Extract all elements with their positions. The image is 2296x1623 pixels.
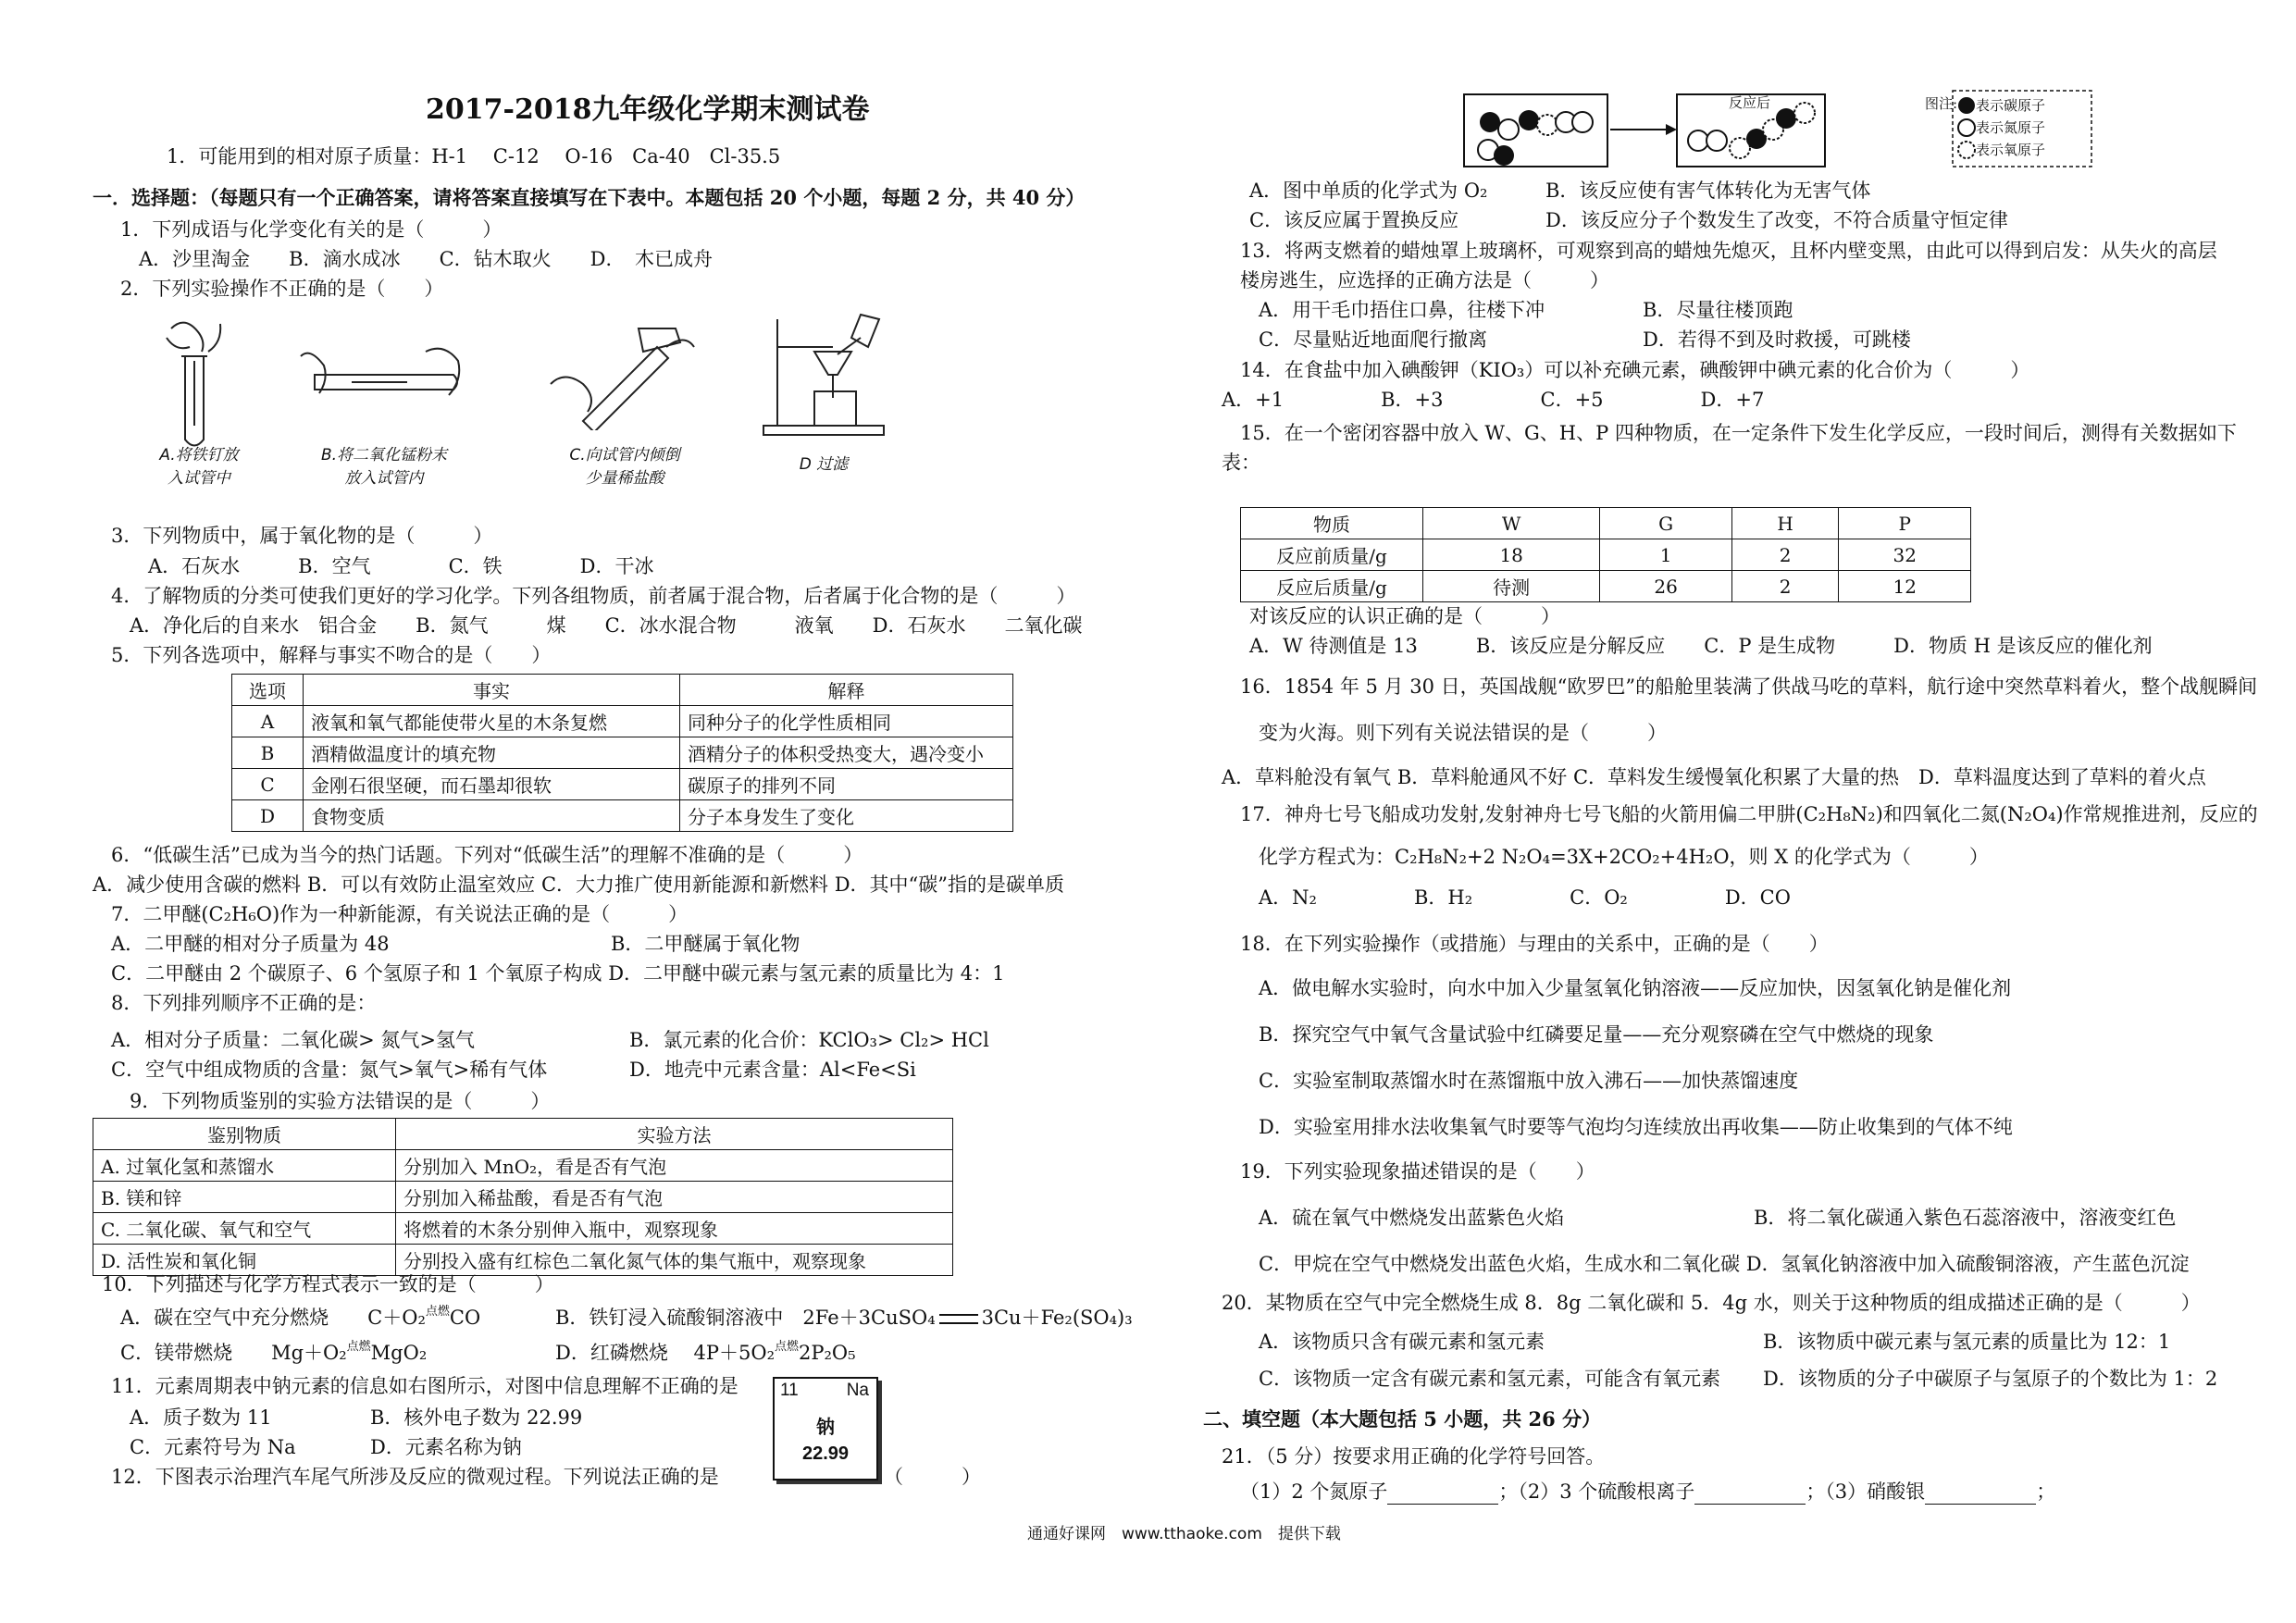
table-cell: 同种分子的化学性质相同 [680, 706, 1013, 737]
sodium-element-cell [773, 1377, 878, 1481]
q1-stem: 1．下列成语与化学变化有关的是（ ） [120, 218, 503, 241]
table-cell: 32 [1839, 539, 1971, 571]
q11-option-c: C．元素符号为 Na [130, 1436, 296, 1458]
q19-options-cd: C．甲烷在空气中燃烧发出蓝色火焰，生成水和二氧化碳 D．氢氧化钠溶液中加入硫酸铜溶液，产生蓝色沉淀 [1259, 1253, 2190, 1275]
q15-options: A．W 待测值是 13 B．该反应是分解反应 C．P 是生成物 D．物质 H 是该反应的催化剂 [1249, 635, 2153, 657]
table-cell: A. 过氧化氢和蒸馏水 [93, 1150, 396, 1182]
reaction-condition: 点燃 [425, 1305, 450, 1319]
q13-stem-line2: 楼房逃生，应选择的正确方法是（ ） [1240, 269, 1609, 291]
q12-option-b: B．该反应使有害气体转化为无害气体 [1545, 180, 1871, 202]
table-row [93, 1182, 953, 1213]
table-cell: 1 [1600, 539, 1732, 571]
legend-nitrogen: 表示氮原子 [1976, 119, 2046, 136]
table-header-row [93, 1119, 953, 1150]
q20-option-c: C．该物质一定含有碳元素和氢元素，可能含有氧元素 [1259, 1368, 1721, 1390]
q3-options: A．石灰水 B．空气 C．铁 D．干冰 [148, 555, 654, 577]
table-cell: 分别加入稀盐酸，看是否有气泡 [396, 1182, 953, 1213]
q10-c-products: MgO₂ [370, 1342, 428, 1364]
q12-option-d: D．该反应分子个数发生了改变，不符合质量守恒定律 [1545, 209, 2008, 231]
reaction-arrow-label: 反应后 [1729, 94, 1771, 111]
q10-d-products: 2P₂O₅ [799, 1342, 856, 1364]
q10-b-products: 3Cu＋Fe₂(SO₄)₃ [981, 1307, 1133, 1329]
table-cell: 酒精做温度计的填充物 [304, 737, 680, 769]
q21-answer-blank-1[interactable] [1387, 1485, 1498, 1505]
q18-option-a: A．做电解水实验时，向水中加入少量氢氧化钠溶液——反应加快，因氢氧化钠是催化剂 [1259, 977, 2012, 999]
q2-caption-b-line1: B.将二氧化锰粉末 [320, 446, 448, 465]
table-row [1241, 539, 1971, 571]
q10-d-reactants: D．红磷燃烧 4P＋5O₂ [555, 1342, 775, 1364]
table-cell: 液氧和氧气都能使带火星的木条复燃 [304, 706, 680, 737]
q2-caption-a-line1: A.将铁钉放 [159, 446, 239, 465]
q17-options: A．N₂ B．H₂ C．O₂ D．CO [1259, 886, 1791, 909]
q2-caption-c-line2: 少量稀盐酸 [585, 469, 664, 488]
q6-stem: 6．“低碳生活”已成为当今的热门话题。下列对“低碳生活”的理解不准确的是（ ） [111, 844, 863, 866]
table-cell: 18 [1423, 539, 1600, 571]
q16-stem-line1: 16．1854 年 5 月 30 日，英国战舰“欧罗巴”的船舱里装满了供战马吃的草料，航行途中突然草料着火，整个战舰瞬间 [1240, 675, 2258, 698]
table-header-cell: 事实 [304, 675, 680, 706]
q7-option-a: A．二甲醚的相对分子质量为 48 [111, 933, 390, 955]
q8-stem: 8．下列排列顺序不正确的是： [111, 992, 377, 1014]
exam-title: 2017-2018九年级化学期末测试卷 [426, 93, 870, 126]
table-header-cell: 物质 [1241, 508, 1423, 539]
q20-option-a: A．该物质只含有碳元素和氢元素 [1259, 1331, 1545, 1353]
experiment-a-figure [148, 315, 241, 453]
q20-option-d: D．该物质的分子中碳原子与氢原子的个数比为 1：2 [1763, 1368, 2218, 1390]
table-header-cell: 实验方法 [396, 1119, 953, 1150]
table-row [1241, 571, 1971, 602]
table-cell: C. 二氧化碳、氧气和空气 [93, 1213, 396, 1245]
q2-caption-c-line1: C.向试管内倾倒 [569, 446, 680, 465]
q13-option-d: D．若得不到及时救援，可跳楼 [1643, 328, 1911, 351]
table-header-cell: G [1600, 508, 1732, 539]
table-cell: 食物变质 [304, 800, 680, 832]
q10-option-a [120, 1305, 480, 1334]
q12-option-a: A．图中单质的化学式为 O₂ [1249, 180, 1488, 202]
q7-options-cd: C．二甲醚由 2 个碳原子、6 个氢原子和 1 个氧原子构成 D．二甲醚中碳元素与氢元素的质量比为 4：1 [111, 962, 1005, 985]
q2-caption-b-line2: 放入试管内 [344, 469, 424, 488]
q18-option-d: D．实验室用排水法收集氧气时要等气泡均匀连续放出再收集——防止收集到的气体不纯 [1259, 1116, 2013, 1138]
q18-option-b: B．探究空气中氧气含量试验中红磷要足量——充分观察磷在空气中燃烧的现象 [1259, 1023, 1934, 1046]
table-cell: C [232, 769, 304, 800]
q12-answer-paren: （ ） [884, 1466, 981, 1488]
q9-table [93, 1118, 953, 1276]
q11-option-d: D．元素名称为钠 [370, 1436, 522, 1458]
q15-question: 对该反应的认识正确的是（ ） [1249, 605, 1560, 627]
table-cell: 12 [1839, 571, 1971, 602]
table-cell: D [232, 800, 304, 832]
q6-options: A．减少使用含碳的燃料 B．可以有效防止温室效应 C．大力推广使用新能源和新燃料 D．其中“碳”指的是碳单质 [93, 873, 1064, 896]
q9-stem: 9．下列物质鉴别的实验方法错误的是（ ） [130, 1090, 551, 1112]
q5-table [231, 674, 1013, 832]
table-row [232, 737, 1013, 769]
atomic-mass: 22.99 [801, 1443, 850, 1464]
q21-end: ； [2036, 1481, 2056, 1503]
q10-stem: 10．下列描述与化学方程式表示一致的是（ ） [102, 1273, 554, 1295]
table-cell: 分别加入 MnO₂，看是否有气泡 [396, 1150, 953, 1182]
table-header-row [232, 675, 1013, 706]
q21-answer-blank-3[interactable] [1925, 1485, 2036, 1505]
table-row [93, 1213, 953, 1245]
q12-stem: 12．下图表示治理汽车尾气所涉及反应的微观过程。下列说法正确的是 [111, 1466, 719, 1488]
footer-source: 通通好课网 www.tthaoke.com 提供下载 [1027, 1525, 1341, 1543]
q12-option-c: C．该反应属于置换反应 [1249, 209, 1459, 231]
q21-part2-label: ；（2）3 个硫酸根离子 [1498, 1481, 1695, 1503]
q8-option-c: C．空气中组成物质的含量：氮气>氧气>稀有气体 [111, 1059, 548, 1081]
q21-stem: 21．（5 分）按要求用正确的化学符号回答。 [1222, 1445, 1606, 1468]
atomic-number: 11 [780, 1381, 799, 1400]
q10-b-reactants: B．铁钉浸入硫酸铜溶液中 2Fe＋3CuSO₄ [555, 1307, 936, 1329]
reaction-condition: 点燃 [346, 1340, 371, 1354]
q21-parts [1240, 1479, 2055, 1505]
table-header-cell: 解释 [680, 675, 1013, 706]
q18-option-c: C．实验室制取蒸馏水时在蒸馏瓶中放入沸石——加快蒸馏速度 [1259, 1070, 1799, 1092]
q8-option-a: A．相对分子质量：二氧化碳> 氮气>氢气 [111, 1029, 476, 1051]
table-row [232, 706, 1013, 737]
table-header-cell: 选项 [232, 675, 304, 706]
table-row [93, 1150, 953, 1182]
q15-stem-line2: 表： [1222, 452, 1260, 474]
q18-stem: 18．在下列实验操作（或措施）与理由的关系中，正确的是（ ） [1240, 933, 1829, 955]
table-header-row [1241, 508, 1971, 539]
table-row [232, 769, 1013, 800]
q20-option-b: B．该物质中碳元素与氢元素的质量比为 12：1 [1763, 1331, 2171, 1353]
table-cell: 分别投入盛有红棕色二氧化氮气体的集气瓶中，观察现象 [396, 1245, 953, 1276]
table-cell: B. 镁和锌 [93, 1182, 396, 1213]
q21-part3-label: ；（3）硝酸银 [1806, 1481, 1926, 1503]
q21-answer-blank-2[interactable] [1694, 1485, 1806, 1505]
element-name: 钠 [816, 1418, 835, 1438]
table-cell: 分子本身发生了变化 [680, 800, 1013, 832]
table-cell: 碳原子的排列不同 [680, 769, 1013, 800]
q19-stem: 19．下列实验现象描述错误的是（ ） [1240, 1160, 1595, 1183]
q20-stem: 20．某物质在空气中完全燃烧生成 8．8g 二氧化碳和 5．4g 水，则关于这种物质的组成描述正确的是（ ） [1222, 1292, 2201, 1314]
table-header-cell: W [1423, 508, 1600, 539]
table-cell: 26 [1600, 571, 1732, 602]
table-cell: A [232, 706, 304, 737]
q16-stem-line2: 变为火海。则下列有关说法错误的是（ ） [1259, 722, 1667, 744]
q10-option-c [120, 1340, 427, 1369]
q2-caption-a-line2: 入试管中 [168, 469, 230, 488]
q11-option-a: A．质子数为 11 [130, 1406, 272, 1429]
q13-stem-line1: 13．将两支燃着的蜡烛罩上玻璃杯，可观察到高的蜡烛先熄灭，且杯内壁变黑，由此可以得到启发：从失火的高层 [1240, 240, 2217, 262]
reaction-condition: 点燃 [775, 1340, 800, 1354]
q14-stem: 14．在食盐中加入碘酸钾（KIO₃）可以补充碘元素，碘酸钾中碘元素的化合价为（ ） [1240, 359, 2030, 381]
table-row [232, 800, 1013, 832]
q14-options: A．+1 B．+3 C．+5 D．+7 [1222, 389, 1765, 411]
q13-option-c: C．尽量贴近地面爬行撤离 [1259, 328, 1488, 351]
q19-option-a: A．硫在氧气中燃烧发出蓝紫色火焰 [1259, 1207, 1565, 1229]
q10-a-reactants: A．碳在空气中充分燃烧 C＋O₂ [120, 1307, 426, 1329]
atomic-mass-note: 1．可能用到的相对原子质量：H-1 C-12 O-16 Ca-40 Cl-35.5 [167, 145, 781, 167]
experiment-c-figure [546, 319, 703, 430]
table-header-cell: H [1731, 508, 1839, 539]
q16-options: A．草料舱没有氧气 B．草料舱通风不好 C．草料发生缓慢氧化积累了大量的热 D．草料温度达到了草料的着火点 [1222, 766, 2206, 788]
table-cell: 2 [1731, 539, 1839, 571]
q7-stem: 7．二甲醚(C₂H₆O)作为一种新能源，有关说法正确的是（ ） [111, 903, 689, 925]
table-cell: 酒精分子的体积受热变大，遇冷变小 [680, 737, 1013, 769]
experiment-b-figure [296, 338, 472, 412]
q19-option-b: B．将二氧化碳通入紫色石蕊溶液中，溶液变红色 [1754, 1207, 2177, 1229]
q3-stem: 3．下列物质中，属于氧化物的是（ ） [111, 525, 493, 547]
element-symbol: Na [846, 1381, 869, 1400]
q8-option-b: B．氯元素的化合价：KClO₃> Cl₂> HCl [629, 1029, 989, 1051]
table-cell: 2 [1731, 571, 1839, 602]
q10-a-products: CO [449, 1307, 481, 1329]
section-2-heading: 二、填空题（本大题包括 5 小题，共 26 分） [1203, 1407, 1602, 1431]
q10-c-reactants: C．镁带燃烧 Mg＋O₂ [120, 1342, 347, 1364]
q15-stem-line1: 15．在一个密闭容器中放入 W、G、H、P 四种物质，在一定条件下发生化学反应，一段时间后，测得有关数据如下 [1240, 422, 2237, 444]
q10-option-b [555, 1305, 1133, 1331]
q10-option-d [555, 1340, 856, 1369]
q13-option-b: B．尽量往楼顶跑 [1643, 299, 1793, 321]
legend-title: 图注: [1925, 95, 1958, 112]
table-header-cell: P [1839, 508, 1971, 539]
experiment-d-figure [759, 310, 888, 440]
q17-stem-line1: 17．神舟七号飞船成功发射,发射神舟七号飞船的火箭用偏二甲肼(C₂H₈N₂)和四氧化二氮(N₂O₄)作常规推进剂，反应的 [1240, 803, 2258, 825]
q2-stem: 2．下列实验操作不正确的是（ ） [120, 278, 444, 300]
q5-stem: 5．下列各选项中，解释与事实不吻合的是（ ） [111, 644, 552, 666]
q15-table [1240, 507, 1971, 602]
table-header-cell: 鉴别物质 [93, 1119, 396, 1150]
table-cell: 反应后质量/g [1241, 571, 1423, 602]
section-1-heading: 一．选择题：（每题只有一个正确答案，请将答案直接填写在下表中。本题包括 20 个小题，每题 2 分，共 40 分） [93, 186, 1086, 209]
q8-option-d: D．地壳中元素含量：Al<Fe<Si [629, 1059, 916, 1081]
table-cell: 待测 [1423, 571, 1600, 602]
legend-oxygen: 表示氧原子 [1976, 142, 2046, 158]
q2-caption-d: D 过滤 [799, 455, 849, 474]
q17-stem-line2: 化学方程式为：C₂H₈N₂+2 N₂O₄=3X+2CO₂+4H₂O，则 X 的化学式为（ ） [1259, 846, 1989, 868]
table-cell: D. 活性炭和氧化铜 [93, 1245, 396, 1276]
q13-option-a: A．用干毛巾捂住口鼻，往楼下冲 [1259, 299, 1545, 321]
legend-carbon: 表示碳原子 [1976, 97, 2046, 114]
q11-option-b: B．核外电子数为 22.99 [370, 1406, 583, 1429]
equals-sign-icon [939, 1314, 978, 1324]
table-cell: 反应前质量/g [1241, 539, 1423, 571]
q4-stem: 4．了解物质的分类可使我们更好的学习化学。下列各组物质，前者属于混合物，后者属于化合物的是（ ） [111, 585, 1076, 607]
table-cell: 金刚石很坚硬，而石墨却很软 [304, 769, 680, 800]
q7-option-b: B．二甲醚属于氧化物 [611, 933, 800, 955]
table-cell: B [232, 737, 304, 769]
q4-options: A．净化后的自来水 铝合金 B．氮气 煤 C．冰水混合物 液氧 D．石灰水 二氧化碳 [130, 614, 1083, 637]
q11-stem: 11．元素周期表中钠元素的信息如右图所示，对图中信息理解不正确的是 [111, 1375, 738, 1397]
q21-part1-label: （1）2 个氮原子 [1240, 1481, 1388, 1503]
q1-options: A．沙里淘金 B．滴水成冰 C．钻木取火 D． 木已成舟 [139, 248, 713, 270]
table-cell: 将燃着的木条分别伸入瓶中，观察现象 [396, 1213, 953, 1245]
